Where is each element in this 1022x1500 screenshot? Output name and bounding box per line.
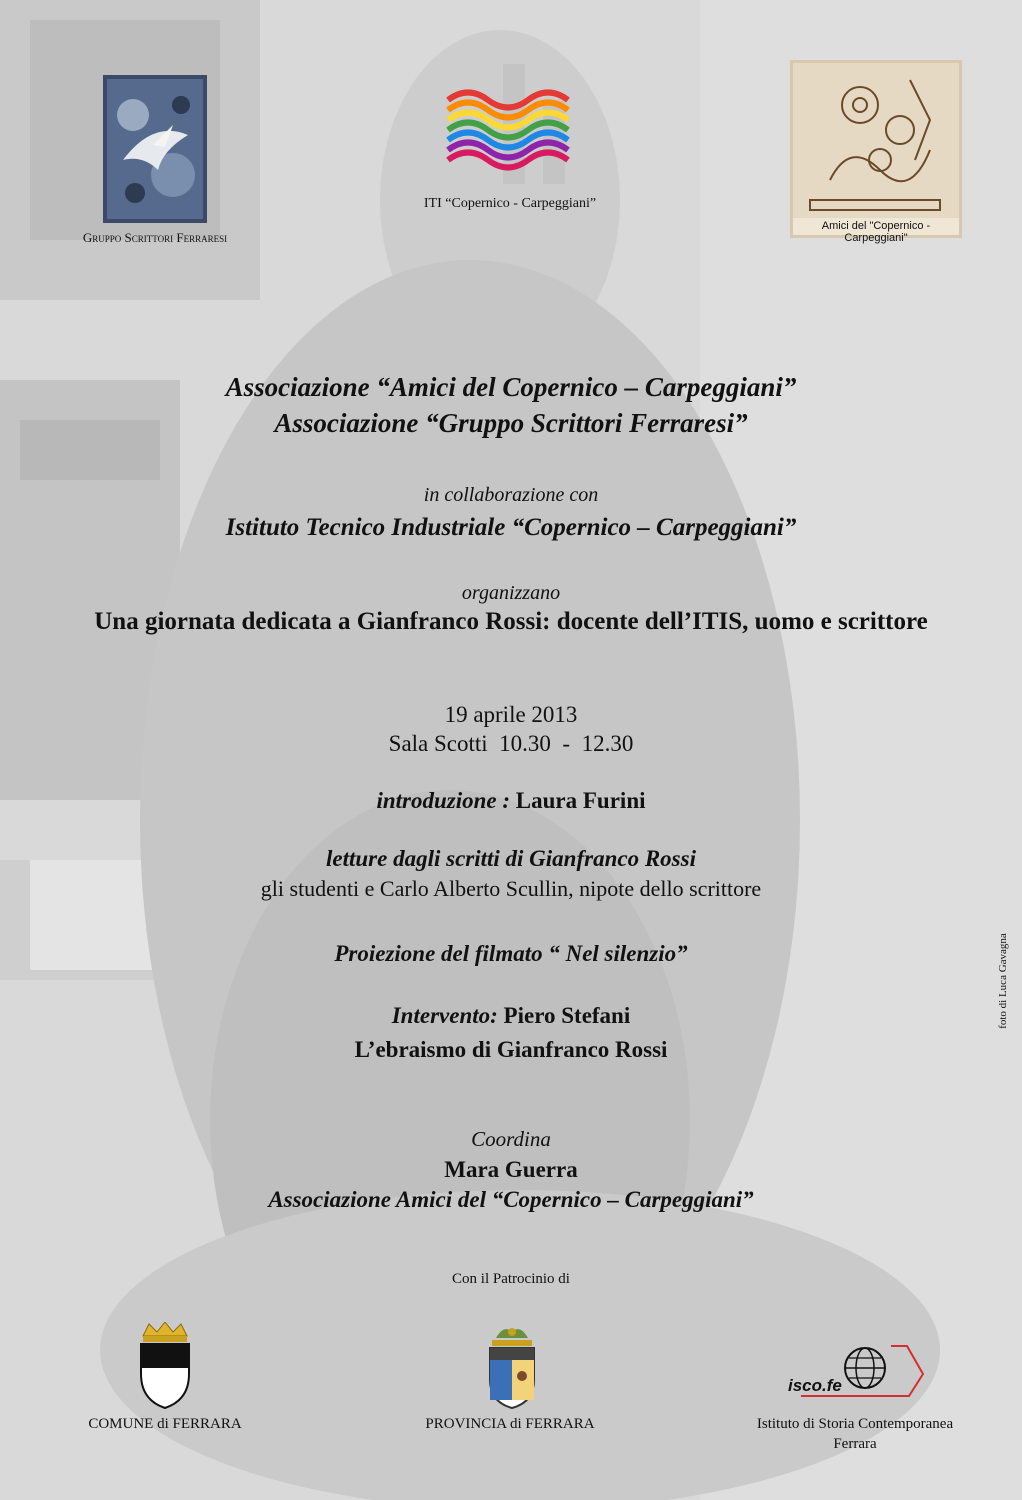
organize-label: organizzano xyxy=(461,582,561,604)
istituto-caption-2: Ferrara xyxy=(833,1436,877,1452)
event-date: 19 aprile 2013 xyxy=(444,702,578,727)
gruppo-scrittori-caption: Gruppo Scrittori Ferraresi xyxy=(82,230,228,245)
film-line: Proiezione del filmato “ Nel silenzio” xyxy=(334,941,688,966)
talk-speaker: Piero Stefani xyxy=(503,1003,631,1028)
patronage-label: Con il Patrocinio di xyxy=(452,1271,570,1287)
iti-caption: ITI “Copernico - Carpeggiani” xyxy=(423,196,597,211)
provincia-caption: PROVINCIA di FERRARA xyxy=(425,1416,595,1432)
provincia-shield-icon xyxy=(484,1322,540,1410)
iti-logo xyxy=(443,60,583,190)
gruppo-scrittori-logo xyxy=(103,75,207,223)
institute-name: Istituto Tecnico Industriale “Copernico – Carpeggiani” xyxy=(225,514,797,541)
istituto-caption-1: Istituto di Storia Contemporanea xyxy=(756,1416,954,1432)
coordinator-association: Associazione Amici del “Copernico – Carpeggiani” xyxy=(268,1187,754,1212)
readings-by: gli studenti e Carlo Alberto Scullin, nipote dello scrittore xyxy=(260,876,762,901)
comune-crest xyxy=(135,1322,195,1410)
readings-title: letture dagli scritti di Gianfranco Rossi xyxy=(326,846,696,871)
association-line-1: Associazione “Amici del Copernico – Carpeggiani” xyxy=(225,372,797,402)
association-line-2: Associazione “Gruppo Scrittori Ferraresi” xyxy=(274,408,748,438)
bird-emblem-icon xyxy=(103,75,207,223)
photo-credit: foto di Luca Gavagna xyxy=(997,933,1009,1029)
coordinator-name: Mara Guerra xyxy=(444,1157,578,1182)
collaboration-intro: in collaborazione con xyxy=(423,484,599,506)
isco-logo-text: isco.fe xyxy=(788,1376,842,1395)
intro-name: Laura Furini xyxy=(515,788,646,813)
amici-caption: Amici del "Copernico - Carpeggiani" xyxy=(821,220,931,244)
comune-shield-icon xyxy=(135,1322,195,1410)
amici-logo xyxy=(790,60,962,238)
talk-title: L’ebraismo di Gianfranco Rossi xyxy=(354,1037,668,1062)
intro-label: introduzione : xyxy=(376,788,511,813)
comune-caption: COMUNE di FERRARA xyxy=(88,1416,242,1432)
event-place-time: Sala Scotti 10.30 - 12.30 xyxy=(388,731,634,756)
coordination-label: Coordina xyxy=(471,1127,551,1151)
talk-label: Intervento: xyxy=(391,1003,498,1028)
gear-sketch-icon xyxy=(790,60,962,238)
provincia-crest xyxy=(484,1322,540,1410)
rainbow-waves-icon xyxy=(443,60,583,190)
event-title: Una giornata dedicata a Gianfranco Rossi: docente dell’ITIS, uomo e scrittore xyxy=(94,608,928,635)
intro-line xyxy=(0,788,1022,814)
talk-line xyxy=(0,1003,1022,1029)
